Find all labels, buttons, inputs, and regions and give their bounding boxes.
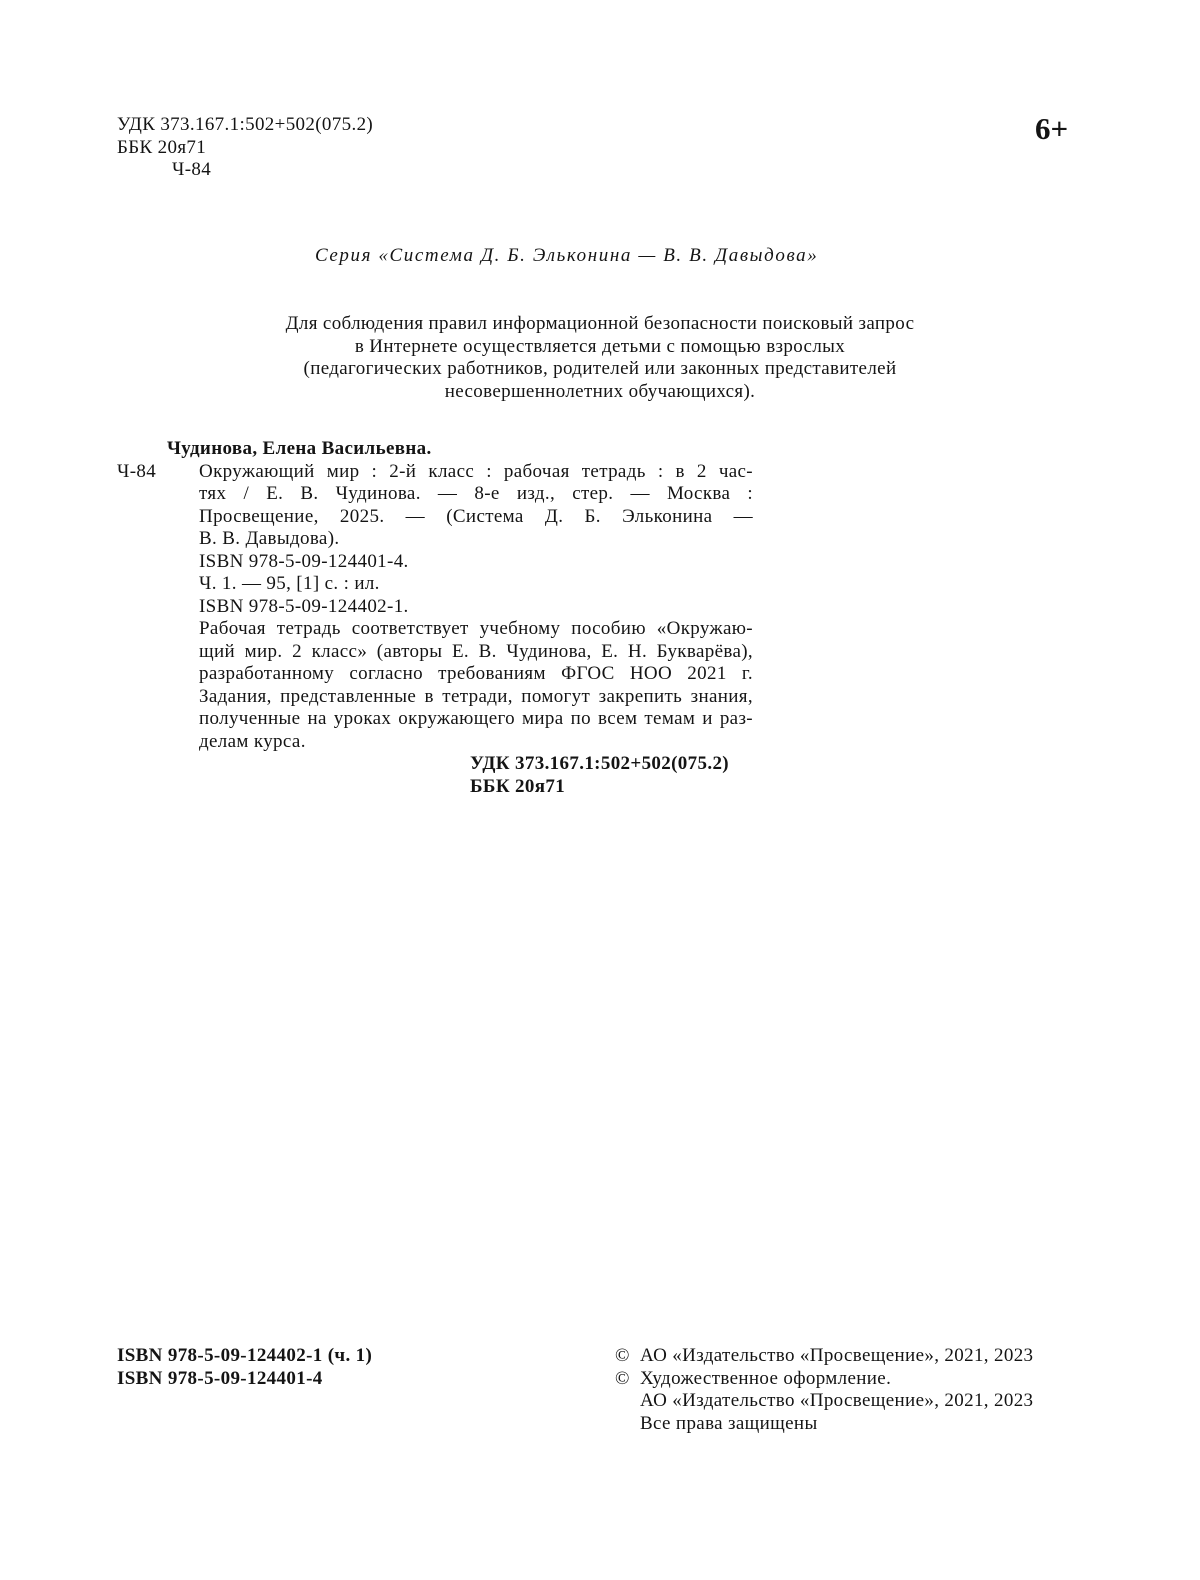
copyright-block: [615, 1345, 1033, 1435]
part-info: Ч. 1. — 95, [1] с. : ил.: [199, 573, 380, 594]
annotation-line: щий мир. 2 класс» (авторы Е. В. Чудинова, Е. Н. Букварёва),: [199, 640, 753, 662]
copyright-line: АО «Издательство «Просвещение», 2021, 2023: [640, 1390, 1034, 1411]
isbn-line: ISBN 978-5-09-124401-4: [117, 1367, 323, 1389]
udk-code: УДК 373.167.1:502+502(075.2): [470, 753, 729, 774]
copyright-line: Художественное оформление.: [640, 1367, 892, 1389]
safety-notice-line: Для соблюдения правил информационной безопасности поисковый запрос: [285, 313, 915, 334]
description-line: тях / Е. В. Чудинова. — 8-е изд., стер. — Москва :: [199, 483, 753, 504]
copyright-icon: ©: [615, 1345, 630, 1366]
safety-notice-line: (педагогических работников, родителей или законных представителей: [303, 358, 897, 379]
annotation-line: делам курса.: [199, 730, 306, 752]
safety-notice: [0, 313, 1200, 403]
classification-codes: [117, 114, 373, 182]
description-line: В. В. Давыдова).: [199, 528, 340, 549]
copyright-icon: ©: [615, 1367, 630, 1389]
author-heading: Чудинова, Елена Васильевна.: [167, 438, 432, 459]
series-title: Серия «Система Д. Б. Эльконина — В. В. Давыдова»: [315, 245, 819, 266]
safety-notice-line: несовершеннолетних обучающихся).: [444, 380, 756, 402]
author-mark: Ч-84: [172, 159, 212, 180]
annotation: [117, 618, 753, 753]
rights-reserved: Все права защищены: [640, 1412, 818, 1434]
udk-code: УДК 373.167.1:502+502(075.2): [117, 114, 374, 135]
description-line: Просвещение, 2025. — (Система Д. Б. Эльконина —: [199, 505, 753, 527]
annotation-line: Рабочая тетрадь соответствует учебному пособию «Окружаю-: [199, 618, 753, 639]
annotation-line: полученные на уроках окружающего мира по всем темам и раз-: [199, 708, 753, 729]
description-line: Окружающий мир : 2-й класс : рабочая тетрадь : в 2 час-: [199, 460, 753, 482]
author-mark: Ч-84: [117, 460, 157, 482]
bibliographic-record: [117, 438, 753, 798]
bibliographic-description: [199, 461, 753, 529]
isbn-line: ISBN 978-5-09-124402-1 (ч. 1): [117, 1345, 373, 1366]
copyright-line: АО «Издательство «Просвещение», 2021, 2023: [640, 1345, 1034, 1366]
isbn-set: ISBN 978-5-09-124401-4.: [199, 550, 409, 572]
isbn-part: ISBN 978-5-09-124402-1.: [199, 595, 409, 617]
safety-notice-line: в Интернете осуществляется детьми с помощью взрослых: [354, 335, 846, 357]
bbk-code: ББК 20я71: [470, 775, 566, 797]
annotation-line: Задания, представленные в тетради, помогут закрепить знания,: [199, 685, 753, 707]
annotation-line: разработанному согласно требованиям ФГОС НОО 2021 г.: [199, 663, 753, 684]
age-rating: 6+: [1035, 111, 1069, 146]
bbk-code: ББК 20я71: [117, 136, 207, 158]
isbn-list: [117, 1345, 372, 1390]
